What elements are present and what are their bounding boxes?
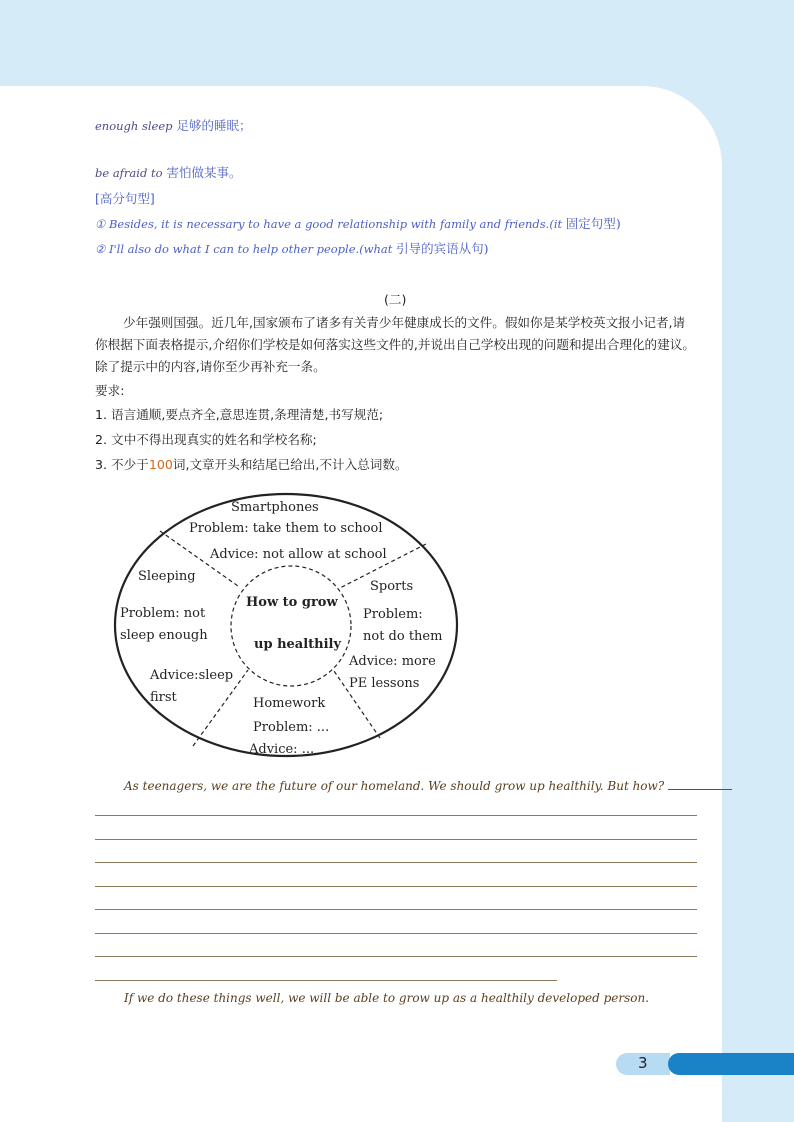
word-count: 100 bbox=[148, 457, 173, 472]
sentence-1 bbox=[95, 214, 621, 232]
center-label-line1: How to grow bbox=[246, 595, 338, 610]
note-close: ) bbox=[483, 241, 489, 256]
vocab-chinese: 足够的睡眠； bbox=[176, 118, 252, 133]
vocab-item-enough-sleep bbox=[95, 116, 252, 134]
homework-problem: Problem: ... bbox=[253, 720, 330, 735]
smartphones-problem: Problem: take them to school bbox=[189, 521, 383, 536]
page-number: 3 bbox=[638, 1054, 648, 1072]
writing-line bbox=[95, 815, 697, 816]
opening-text: As teenagers, we are the future of our homeland. We should grow up healthily. But how? bbox=[124, 779, 665, 793]
requirement-3 bbox=[95, 454, 408, 473]
sentence-heading: [高分句型] bbox=[95, 191, 155, 206]
requirement-1: 1. 语言通顺,要点齐全,意思连贯,条理清楚,书写规范; bbox=[95, 407, 384, 422]
center-label-line2: up healthily bbox=[254, 637, 342, 652]
smartphones-title: Smartphones bbox=[231, 500, 319, 515]
req3-suffix: 词,文章开头和结尾已给出,不计入总词数。 bbox=[172, 457, 408, 472]
writing-line bbox=[95, 862, 697, 863]
sports-title: Sports bbox=[370, 579, 414, 594]
page-number-bar bbox=[668, 1053, 794, 1075]
center-circle bbox=[231, 566, 351, 686]
smartphones-advice: Advice: not allow at school bbox=[210, 547, 387, 562]
essay-opening bbox=[124, 779, 732, 793]
sports-problem-line1: Problem: bbox=[363, 607, 423, 622]
note-text: 引导的宾语从句 bbox=[396, 241, 484, 256]
task-paragraph: 少年强则国强。近几年,国家颁布了诸多有关青少年健康成长的文件。假如你是某学校英文报小记者,请你根据下面表格提示,介绍你们学校是如何落实这些文件的,并说出自己学校出现的问题和提出合理化的建议。除了提示中的内容,请你至少再补充一条。 bbox=[95, 315, 695, 374]
note-open: (it bbox=[549, 217, 566, 231]
mind-map-diagram bbox=[108, 488, 468, 763]
sports-advice-line2: PE lessons bbox=[349, 676, 420, 691]
requirement-2: 2. 文中不得出现真实的姓名和学校名称; bbox=[95, 432, 317, 447]
sports-advice-line1: Advice: more bbox=[349, 654, 436, 669]
vocab-item-be-afraid-to bbox=[95, 163, 242, 181]
sentence-text: ② I'll also do what I can to help other people. bbox=[95, 242, 360, 256]
vocab-english: be afraid to bbox=[95, 166, 163, 180]
sentence-text: ① Besides, it is necessary to have a good relationship with family and friends. bbox=[95, 217, 550, 231]
section-title: (二) bbox=[384, 292, 407, 307]
requirements-title: 要求: bbox=[95, 383, 125, 398]
writing-line bbox=[95, 933, 697, 934]
sentence-2 bbox=[95, 239, 488, 257]
opening-blank bbox=[668, 779, 732, 790]
req3-prefix: 3. 不少于 bbox=[95, 457, 149, 472]
note-open: (what bbox=[359, 242, 397, 256]
writing-line bbox=[95, 886, 697, 887]
essay-closing: If we do these things well, we will be able to grow up as a healthily developed person. bbox=[124, 991, 650, 1005]
homework-title: Homework bbox=[253, 696, 326, 711]
writing-line bbox=[95, 956, 697, 957]
sports-problem-line2: not do them bbox=[363, 629, 443, 644]
sleeping-problem-line1: Problem: not bbox=[120, 606, 206, 621]
vocab-english: enough sleep bbox=[95, 119, 173, 133]
sleeping-title: Sleeping bbox=[138, 569, 196, 584]
writing-line-short bbox=[95, 980, 557, 981]
note-close: ) bbox=[615, 216, 621, 231]
sleeping-advice-line1: Advice:sleep bbox=[150, 668, 234, 683]
vocab-chinese: 害怕做某事。 bbox=[166, 165, 242, 180]
sleeping-problem-line2: sleep enough bbox=[120, 628, 208, 643]
writing-line bbox=[95, 909, 697, 910]
writing-line bbox=[95, 839, 697, 840]
note-text: 固定句型 bbox=[565, 216, 616, 231]
homework-advice: Advice: ... bbox=[249, 742, 315, 757]
sleeping-advice-line2: first bbox=[150, 690, 177, 705]
